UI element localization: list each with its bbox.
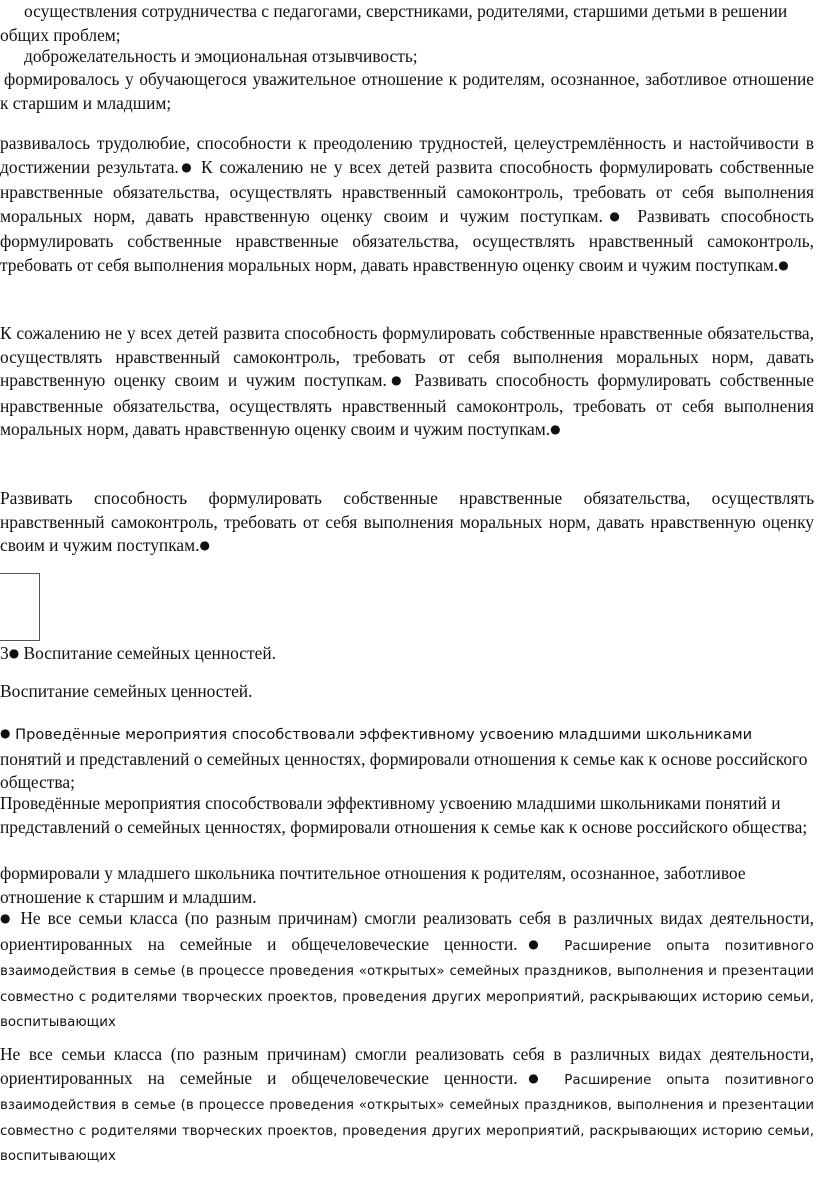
- paragraph-diligence: развивалось трудолюбие, способности к преодолению трудностей, целеустремлённость и настойчивости в достижении результата.● К сожалению не у всех детей развита способность формулировать собственные нравственные обязательства, осуществлять нравственный самоконтроль, требовать от себя выполнения моральных норм, давать нравственную оценку своим и чужим поступкам.● Развивать способность формулировать собственные нравственные обязательства, осуществлять нравственный самоконтроль, требовать от себя выполнения моральных норм, давать нравственную оценку своим и чужим поступкам.●: [0, 133, 815, 275]
- bullet-icon: ●: [0, 911, 14, 925]
- paragraph-cooperation: осуществления сотрудничества с педагогами, сверстниками, родителями, старшими детьми в решении общих проблем;: [0, 1, 788, 45]
- empty-frame: [0, 573, 40, 641]
- bullet-icon: ●: [8, 646, 20, 660]
- paragraph-moral-2: Развивать способность формулировать собственные нравственные обязательства, осуществлять нравственный самоконтроль, требовать от себя выполнения моральных норм, давать нравственную оценку своим и чужим поступкам.●: [0, 488, 814, 555]
- bullet-icon: ●: [517, 936, 550, 951]
- paragraph-families-2: Не все семьи класса (по разным причинам) смогли реализовать себя в различных видах деятельности, ориентированных на семейные и общечеловеческие ценности.● Расширение опыта позитивного взаимодействия в семье (в процессе проведения «открытых» семейных праздников, выполнения и презентации совместно с родителями творческих проектов, проведения других мероприятий, раскрывающих историю семьи, воспитывающих: [0, 1044, 814, 1164]
- section-heading-family-values: 3● Воспитание семейных ценностей.: [0, 643, 276, 663]
- paragraph-respect: формировалось у обучающегося уважительное отношение к родителям, осознанное, заботливое отношение к старшим и младшим;: [0, 69, 814, 113]
- paragraph-families-1: ● Не все семьи класса (по разным причинам) смогли реализовать себя в различных видах деятельности, ориентированных на семейные и общечеловеческие ценности.● Расширение опыта позитивного взаимодействия в семье (в процессе проведения «открытых» семейных праздников, выполнения и презентации совместно с родителями творческих проектов, проведения других мероприятий, раскрывающих историю семьи, воспитывающих: [0, 908, 814, 1030]
- bullet-icon: ●: [602, 208, 627, 223]
- bullet-icon: ●: [199, 538, 210, 552]
- paragraph-honor-parents: формировали у младшего школьника почтительное отношения к родителям, осознанное, заботливое отношение к старшим и младшим.: [0, 863, 746, 907]
- bullet-icon: ●: [0, 726, 11, 740]
- bullet-icon: ●: [517, 1070, 550, 1085]
- paragraph-events-1: ● Проведённые мероприятия способствовали эффективному усвоению младшими школьниками понятий и представлений о семейных ценностях, формировали отношения к семье как к основе российского общества;: [0, 726, 808, 792]
- paragraph-moral-1: К сожалению не у всех детей развита способность формулировать собственные нравственные обязательства, осуществлять нравственный самоконтроль, требовать от себя выполнения моральных норм, давать нравственную оценку своим и чужим поступкам.● Развивать способность формулировать собственные нравственные обязательства, осуществлять нравственный самоконтроль, требовать от себя выполнения моральных норм, давать нравственную оценку своим и чужим поступкам.●: [0, 323, 814, 439]
- bullet-icon: ●: [778, 257, 789, 272]
- paragraph-kindness: доброжелательность и эмоциональная отзывчивость;: [24, 46, 418, 66]
- section-subheading-family-values: Воспитание семейных ценностей.: [0, 681, 253, 701]
- bullet-icon: ●: [550, 422, 561, 436]
- paragraph-events-2: Проведённые мероприятия способствовали эффективному усвоению младшими школьниками понятий и представлений о семейных ценностях, формировали отношения к семье как к основе российского общества;: [0, 793, 808, 837]
- bullet-icon: ●: [386, 373, 406, 387]
- bullet-icon: ●: [178, 159, 195, 174]
